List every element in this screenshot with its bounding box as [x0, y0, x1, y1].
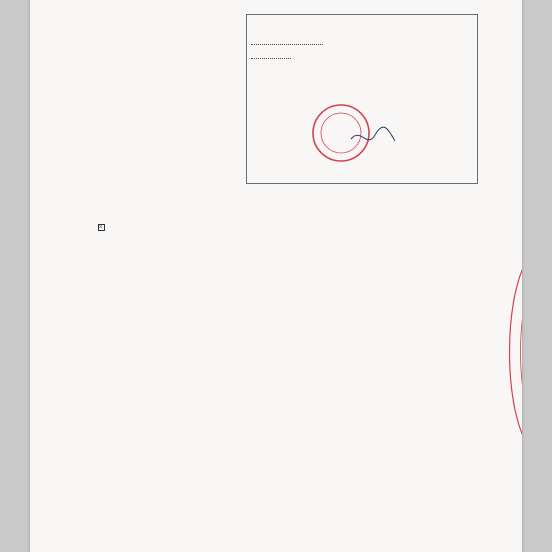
date-ack-value	[251, 44, 323, 45]
document-page	[30, 0, 522, 552]
checkbox-icon	[98, 224, 105, 231]
official-use-box	[246, 14, 478, 184]
signature-scribble	[351, 127, 395, 141]
tick-instruction	[98, 224, 108, 233]
official-seal-stamp	[309, 97, 419, 167]
edge-seal-stamp	[496, 262, 522, 442]
